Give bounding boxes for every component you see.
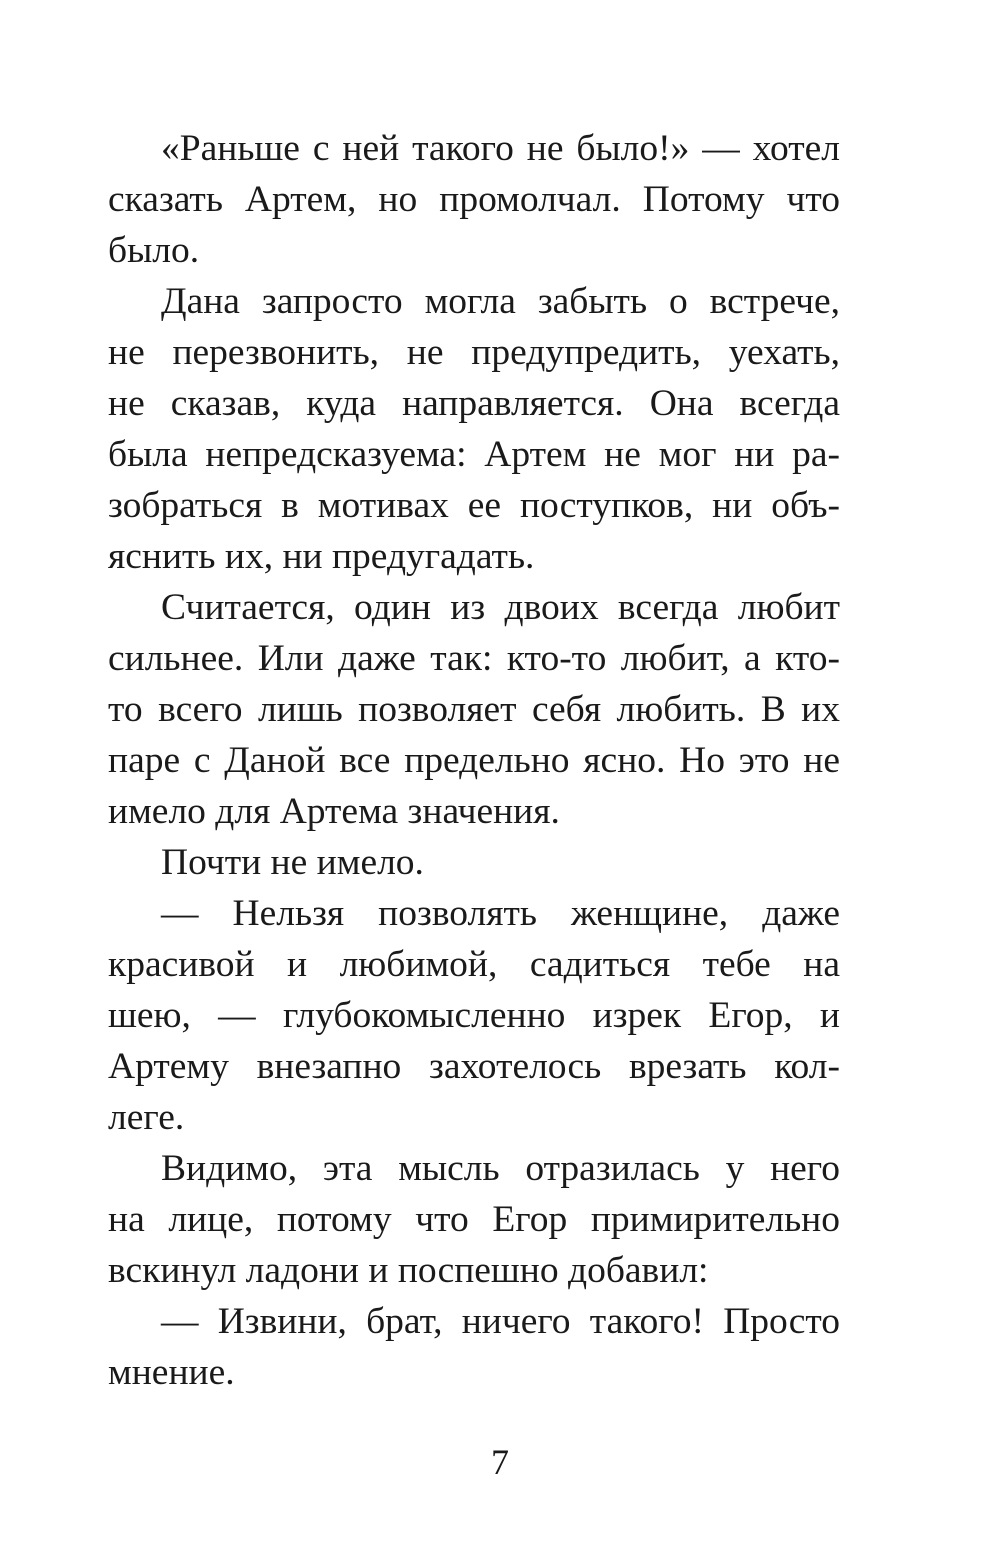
- text-line: имело для Артема значения.: [108, 791, 560, 832]
- text-line: мнение.: [108, 1352, 235, 1393]
- text-line: «Раньше с ней такого не было!» — хотел: [161, 128, 840, 169]
- text-line: на лице, потому что Егор примирительно: [108, 1199, 840, 1240]
- text-line: то всего лишь позволяет себя любить. В их: [108, 689, 840, 730]
- text-line: сильнее. Или даже так: кто-то любит, а кто-: [108, 638, 840, 679]
- page-number: 7: [491, 1442, 509, 1482]
- text-line: не перезвонить, не предупредить, уехать,: [108, 332, 840, 373]
- text-line: не сказав, куда направляется. Она всегда: [108, 383, 840, 424]
- text-line: было.: [108, 230, 200, 271]
- text-line: Почти не имело.: [161, 842, 424, 883]
- text-line: красивой и любимой, садиться тебе на: [108, 944, 840, 985]
- text-line: Считается, один из двоих всегда любит: [161, 587, 840, 628]
- text-line: Артему внезапно захотелось врезать кол-: [108, 1046, 840, 1087]
- text-line: зобраться в мотивах ее поступков, ни объ-: [108, 485, 840, 526]
- text-line: вскинул ладони и поспешно добавил:: [108, 1250, 709, 1291]
- text-line: сказать Артем, но промолчал. Потому что: [108, 179, 840, 220]
- page-body: [108, 123, 840, 1398]
- text-line: — Извини, брат, ничего такого! Просто: [161, 1301, 840, 1342]
- text-line: шею, — глубокомысленно изрек Егор, и: [108, 995, 840, 1036]
- text-line: была непредсказуема: Артем не мог ни ра-: [108, 434, 840, 475]
- text-line: яснить их, ни предугадать.: [108, 536, 535, 577]
- text-line: Дана запросто могла забыть о встрече,: [161, 281, 840, 322]
- text-line: паре с Даной все предельно ясно. Но это не: [108, 740, 840, 781]
- text-line: леге.: [108, 1097, 185, 1138]
- text-line: — Нельзя позволять женщине, даже: [161, 893, 840, 934]
- text-line: Видимо, эта мысль отразилась у него: [161, 1148, 840, 1189]
